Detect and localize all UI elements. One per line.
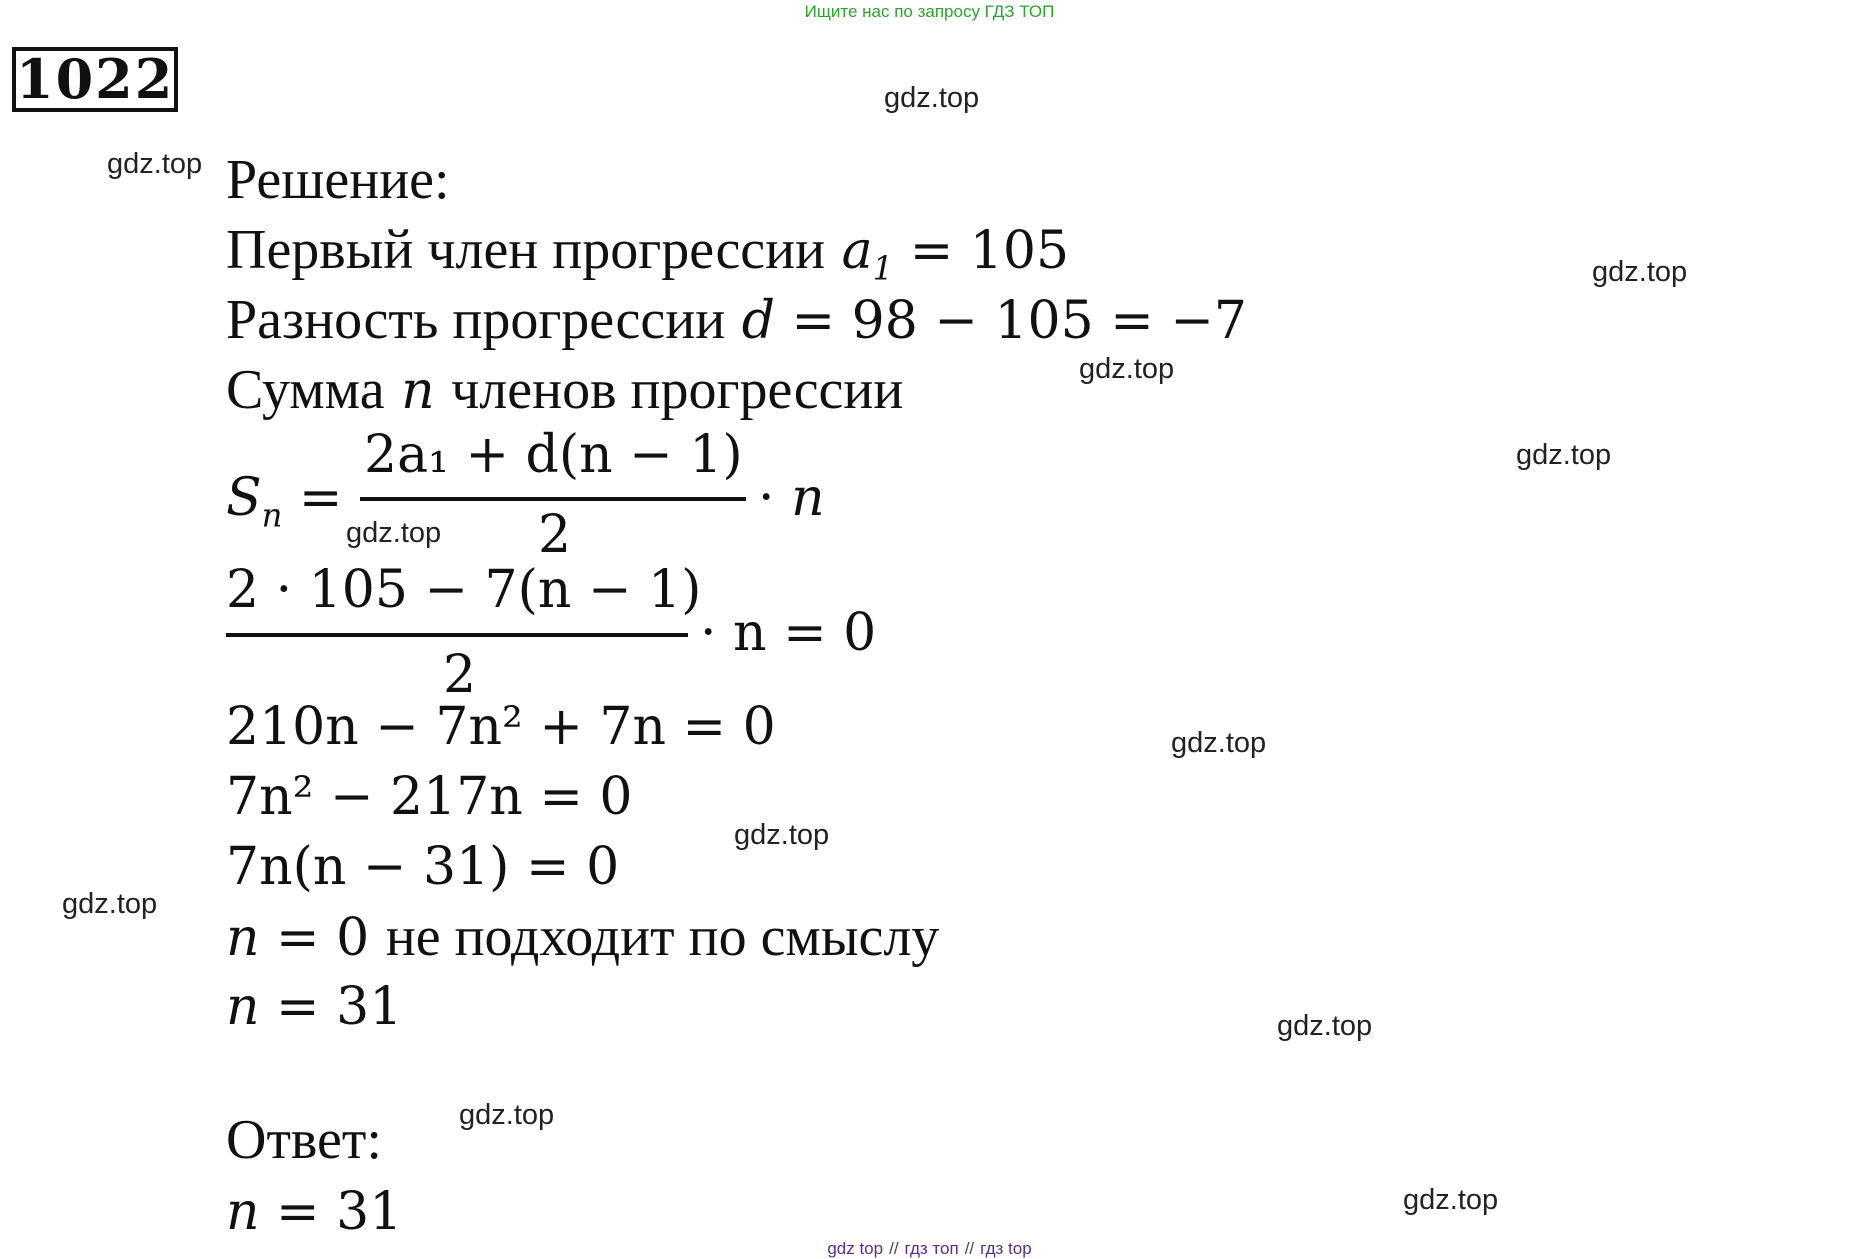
answer-heading: Ответ: <box>226 1109 382 1171</box>
eq6: n = 31 <box>226 977 403 1037</box>
footer-links: gdz top // гдз топ // гдз top <box>827 1239 1032 1258</box>
eq2: 210n − 7n² + 7n = 0 <box>226 697 776 757</box>
sum-formula-numerator: 2a₁ + d(n − 1) <box>364 425 743 485</box>
watermark: gdz.top <box>459 1099 555 1131</box>
task-number: 1022 <box>12 47 178 112</box>
sum-formula-rhs: · n <box>758 468 825 528</box>
watermark: gdz.top <box>1403 1184 1499 1216</box>
watermark: gdz.top <box>62 888 158 920</box>
watermark: gdz.top <box>734 819 830 851</box>
fraction-bar <box>360 497 746 501</box>
watermark: gdz.top <box>346 517 442 549</box>
fraction-bar <box>226 633 688 637</box>
watermark: gdz.top <box>1592 256 1688 288</box>
answer-value: n = 31 <box>226 1182 403 1242</box>
watermark: gdz.top <box>1516 439 1612 471</box>
watermark: gdz.top <box>107 148 203 180</box>
top-banner: Ищите нас по запросу ГДЗ ТОП <box>804 2 1055 21</box>
solution-heading: Решение: <box>226 149 450 211</box>
sum-formula-denominator: 2 <box>538 505 572 565</box>
eq4: 7n(n − 31) = 0 <box>226 837 620 897</box>
eq3: 7n² − 217n = 0 <box>226 767 633 827</box>
eq1-denominator: 2 <box>443 645 477 705</box>
eq1-numerator: 2 · 105 − 7(n − 1) <box>226 560 702 620</box>
difference-line: Разность прогрессии d = 98 − 105 = −7 <box>226 289 1247 351</box>
sum-text-line: Сумма n членов прогрессии <box>226 359 904 421</box>
watermark: gdz.top <box>884 82 980 114</box>
eq1-rhs: · n = 0 <box>700 603 877 663</box>
watermark: gdz.top <box>1171 727 1267 759</box>
watermark: gdz.top <box>1277 1010 1373 1042</box>
footer-link[interactable]: гдз top <box>980 1239 1032 1258</box>
sum-formula-lhs: $S_n$ = <box>226 468 343 535</box>
watermark: gdz.top <box>1079 353 1175 385</box>
first-term-line: Первый член прогрессии $a_1 = 105$ <box>226 219 1070 288</box>
footer-link[interactable]: gdz top <box>827 1239 884 1258</box>
footer-link[interactable]: гдз топ <box>904 1239 959 1258</box>
eq5: n = 0 не подходит по смыслу <box>226 906 940 968</box>
